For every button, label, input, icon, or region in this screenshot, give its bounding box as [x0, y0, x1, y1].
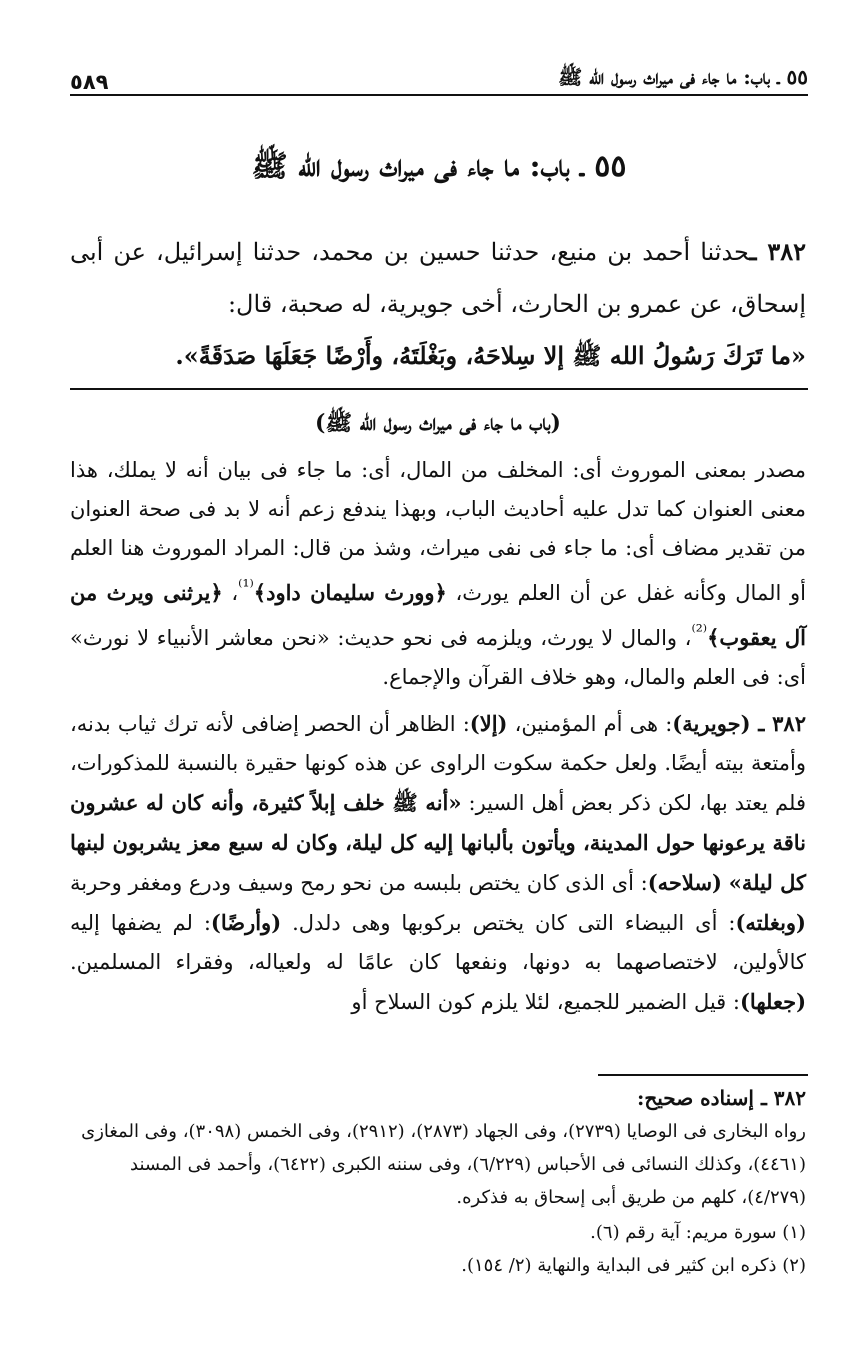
keyword: (سلاحه) [647, 870, 722, 895]
hadith-matn: «ما تَرَكَ رَسُولُ الله ﷺ إلا سِلاحَهُ، وبَغْلَتَهُ، وأَرْضًا جَعَلَهَا صَدَقَةً». [175, 341, 806, 370]
commentary-subtitle: (باب ما جاء فى ميراث رسول الله ﷺ) [315, 410, 561, 436]
isnad-grade-heading: ٣٨٢ ـ إسناده صحيح: [636, 1086, 806, 1110]
keyword: (وأرضًا) [210, 910, 282, 935]
section-divider [70, 388, 808, 390]
hadith-number: ٣٨٢ ـ [749, 237, 807, 266]
commentary-paragraph-2 [70, 704, 806, 1022]
keyword: (جعلها) [739, 989, 806, 1014]
commentary [70, 404, 806, 1029]
hadith-text [70, 226, 806, 382]
footnote-1: (١) سورة مريم: آية رقم (٦). [590, 1222, 806, 1243]
commentary-text: : الظاهر أن الحصر إضافى لأنه ترك ثياب بدنه، وأمتعة بيته أيضًا. ولعل حكمة سكوت الراوى عن هذه كونها حقيرة بالنسبة للمذكورات، فلم يعتد بها، لكن ذكر بعض أهل السير: [70, 712, 806, 815]
commentary-text: مصدر بمعنى الموروث أى: المخلف من المال، أى: ما جاء فى بيان أنه لا يملك، هذا معنى العنوان كما تدل عليه أحاديث الباب، وبهذا يندفع زعم أنه لا بد فى صحة العنوان من تقدير مضاف أى: ما جاء فى نفى ميراث، وشذ من قال: المراد الموروث هنا العلم أو المال وكأنه غفل عن أن العلم يورث، [70, 458, 806, 605]
footnote-ref: ⁽¹⁾ [238, 577, 254, 597]
commentary-text: : أى الذى كان يختص بلبسه من نحو رمح وسيف ودرع ومغفر وحربة [70, 871, 648, 895]
commentary-text: : هى أم المؤمنين، [507, 712, 673, 736]
commentary-paragraph-1 [70, 451, 806, 697]
footnote-2: (٢) ذكره ابن كثير فى البداية والنهاية (٢/ ١٥٤). [461, 1255, 806, 1276]
keyword: (جويرية) [672, 711, 751, 736]
quran-quote: ﴿يرثنى ويرث من آل يعقوب﴾ [70, 580, 806, 650]
commentary-text: : أى البيضاء التى كان يختص بركوبها وهى دلدل. [281, 911, 736, 935]
running-header [70, 60, 808, 96]
chapter-title: ٥٥ ـ باب: ما جاء فى ميراث رسول الله ﷺ [251, 149, 627, 184]
quran-quote: ﴿وورث سليمان داود﴾ [253, 580, 447, 605]
takhrij-note: رواه البخارى فى الوصايا (٢٧٣٩)، وفى الجهاد (٢٨٧٣)، (٢٩١٢)، وفى الخمس (٣٠٩٨)، وفى المغازى (٤٤٦١)، وكذلك النسائى فى الأحباس (٦/٢٢٩)، وفى سننه الكبرى (٦٤٢٢)، وأحمد فى المسند (٤/٢٧٩)، كلهم من طريق أبى إسحاق به فذكره. [81, 1121, 806, 1208]
keyword: (إلا) [469, 711, 508, 736]
commentary-text: : لم يضفها إليه كالأولين، لاختصاصهما به دونها، ونفعها كان عامًا له ولعياله، وفقراء المسلمين. [70, 911, 806, 974]
footnotes [70, 1082, 806, 1282]
commentary-text: ، والمال لا يورث، ويلزمه فى نحو حديث: «نحن معاشر الأنبياء لا نورث» أى: فى العلم والمال، وهو خلاف القرآن والإجماع. [70, 626, 806, 689]
commentary-text: ، [222, 581, 239, 605]
footnote-divider [598, 1074, 808, 1076]
footnote-ref: ⁽²⁾ [691, 622, 708, 642]
keyword: (وبغلته) [735, 910, 806, 935]
commentary-text [722, 871, 729, 895]
hadith-isnad: حدثنا أحمد بن منيع، حدثنا حسين بن محمد، حدثنا إسرائيل، عن أبى إسحاق، عن عمرو بن الحارث، أخى جويرية، له صحبة، قال: [70, 238, 806, 318]
running-title: ٥٥ ـ باب: ما جاء فى ميراث رسول الله ﷺ [558, 65, 808, 89]
page-number: ٥٨٩ [70, 70, 109, 94]
hadith-isnad-paragraph [70, 226, 806, 330]
commentary-text: : قيل الضمير للجميع، لئلا يلزم كون السلاح أو [351, 990, 740, 1014]
commentary-number: ٣٨٢ ـ [750, 711, 806, 736]
keyword: «أنه ﷺ خلف إبلاً كثيرة، وأنه كان له عشرون ناقة يرعونها حول المدينة، ويأتون بألبانها إليه كل ليلة، وكان له سبع معز يشربون لبنها كل ليلة» [70, 790, 806, 895]
